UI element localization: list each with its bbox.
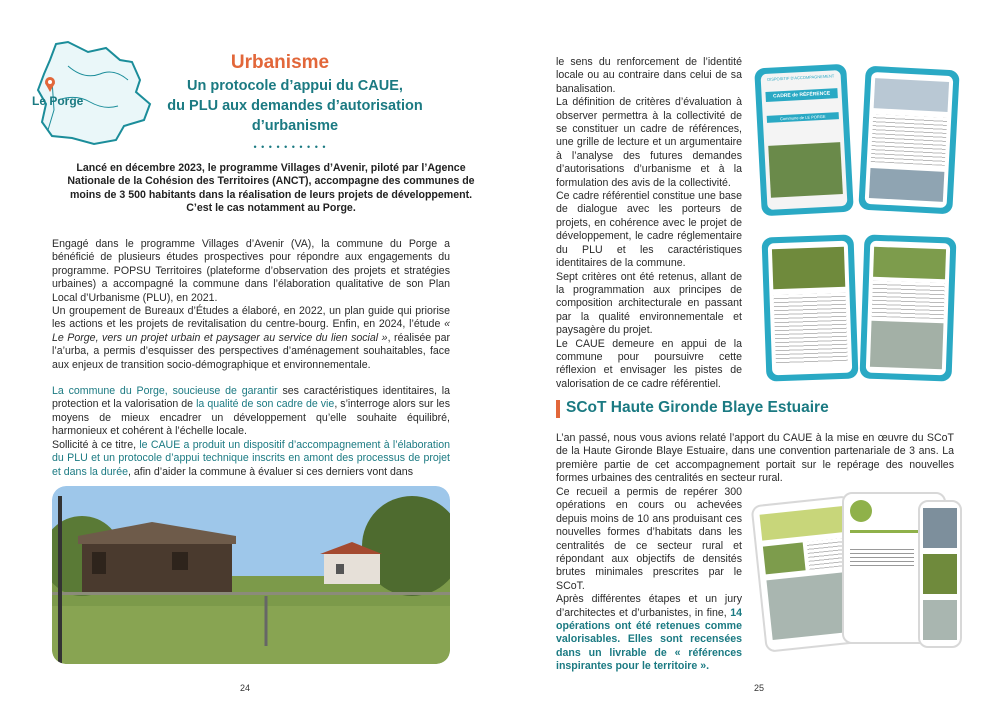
map-label: Le Porge — [32, 94, 84, 108]
cover-label: DISPOSITIF D’ACCOMPAGNEMENT — [767, 73, 835, 82]
intro-paragraph: Lancé en décembre 2023, le programme Villages d’Avenir, piloté par l’Agence Nationale de la Cohésion des Territoires (ANCT), accompagne des communes de moins de 3 500 habitants dans la réalisation de leurs projets de développement. C’est le cas notamment au Porge. — [67, 162, 475, 215]
subtitle-line: Un protocole d’appui du CAUE, — [187, 78, 403, 94]
scot-intro: L’an passé, nous vous avions relaté l’apport du CAUE à la mise en œuvre du SCoT de la Haute Gironde Blaye Estuaire, dans une convention partenariale de 3 ans. La première partie de cet accompagnement portait sur le repérage des nouvelles formes urbaines des centralités en secteur rural. — [556, 432, 954, 485]
text: Un groupement de Bureaux d’Études a élaboré, en 2022, un plan guide qui priorise les actions et les projets de revitalisation du centre-bourg. Enfin, en 2024, l’étude — [52, 305, 450, 331]
subtitle-line: d’urbanisme — [251, 118, 339, 134]
section-marker — [556, 400, 560, 418]
right-column-text — [556, 56, 742, 391]
text: , s’interroge alors sur les moyens de mieux encadrer un développement qu’elle souhaite équilibré, harmonieux et cohérent à l’échelle locale. — [52, 398, 450, 438]
text: Sollicité à ce titre, — [52, 438, 140, 451]
left-body — [52, 238, 450, 479]
document-page-mockup — [860, 234, 957, 381]
page-number: 25 — [754, 683, 765, 693]
text: ses caractéristiques identitaires, la protection et la valorisation de — [52, 385, 450, 411]
paragraph: Engagé dans le programme Villages d’Avenir (VA), la commune du Porge a bénéficié de plusieurs études prospectives pour répondre aux engagements du programme. POPSU Territoires (plateforme d’observation des projets et stratégies urbaines) a accompagné la commune dans l’élaboration qualitative de son Plan Local d’Urbanisme (PLU), en 2021. — [52, 238, 450, 304]
subtitle — [150, 76, 440, 136]
paragraph: La définition de critères d’évaluation à observer permettra à la collectivité de se constituer un cadre de références, une grille de lecture et un argumentaire à l’analyse des futures demandes d’autorisations d’urbanisme et à la formulation des avis de la collectivité. — [556, 96, 742, 189]
paragraph: Sept critères ont été retenus, allant de la programmation aux principes de composition architecturale en passant par la qualité environnementale et paysagère du projet. — [556, 270, 742, 337]
paragraph — [556, 593, 742, 673]
section-title: SCoT Haute Gironde Blaye Estuaire — [566, 399, 829, 416]
page-number: 24 — [240, 683, 251, 693]
paragraph: Ce recueil a permis de repérer 300 opérations en cours ou achevées depuis moins de 10 ans produisant ces nouvelles formes d’habitats dans les centralités de ce secteur rural et répondant aux objectifs de densités brutes minimales prescrites par le SCoT. — [556, 486, 742, 592]
highlight: La commune du Porge, soucieuse de garantir — [52, 385, 278, 398]
paragraph — [52, 439, 450, 479]
paragraph: Ce cadre référentiel constitue une base de dialogue avec les porteurs de projets, en cohérence avec le projet de développement, le cadre réglementaire du PLU et les caractéristiques identitaires de la commune. — [556, 190, 742, 270]
text: , afin d’aider la commune à évaluer si ces derniers vont dans — [127, 465, 413, 478]
subtitle-line: du PLU aux demandes d’autorisation — [167, 98, 423, 114]
cover-title: CADRE de RÉFÉRENCE — [765, 88, 837, 102]
highlight: le CAUE a produit un dispositif d’accompagnement à l’élaboration du PLU et un protocole d’appui technique inscrits en amont des processus de projet et dans la durée — [52, 438, 450, 478]
document-page-mockup — [762, 234, 859, 381]
highlight: 14 opérations ont été retenues comme valorisables. Elles sont recensées dans un livrable de « références inspirantes pour le territoire ». — [556, 606, 742, 673]
highlight: la qualité de son cadre de vie — [196, 398, 335, 411]
study-title: « Le Porge, vers un projet urbain et paysager au service du lien social » — [52, 318, 450, 344]
village-photo — [52, 486, 450, 664]
scot-column-text — [556, 486, 742, 674]
page-title: Urbanisme — [230, 52, 330, 73]
text: , réalisée par l’a’urba, a permis d’esquisser des perspectives d’aménagement souhaitables, face aux enjeux de transition socio-démographique et environnementale. — [52, 331, 450, 371]
brochure-page-mockup — [918, 500, 962, 648]
text: Après différentes étapes et un jury d’architectes et d’urbanistes, in fine, — [556, 593, 742, 619]
dot-divider: • • • • • • • • • • — [253, 142, 327, 152]
paragraph: le sens du renforcement de l’identité locale ou au contraire dans celui de sa banalisation. — [556, 56, 742, 95]
document-page-mockup — [858, 66, 959, 215]
document-cover-mockup — [754, 64, 854, 217]
paragraph — [52, 385, 450, 439]
paragraph: Le CAUE demeure en appui de la commune pour poursuivre cette réflexion et envisager les pistes de valorisation de ce cadre référentiel. — [556, 337, 742, 390]
cover-commune: Commune de LE PORGE — [767, 112, 839, 123]
paragraph — [52, 305, 450, 372]
